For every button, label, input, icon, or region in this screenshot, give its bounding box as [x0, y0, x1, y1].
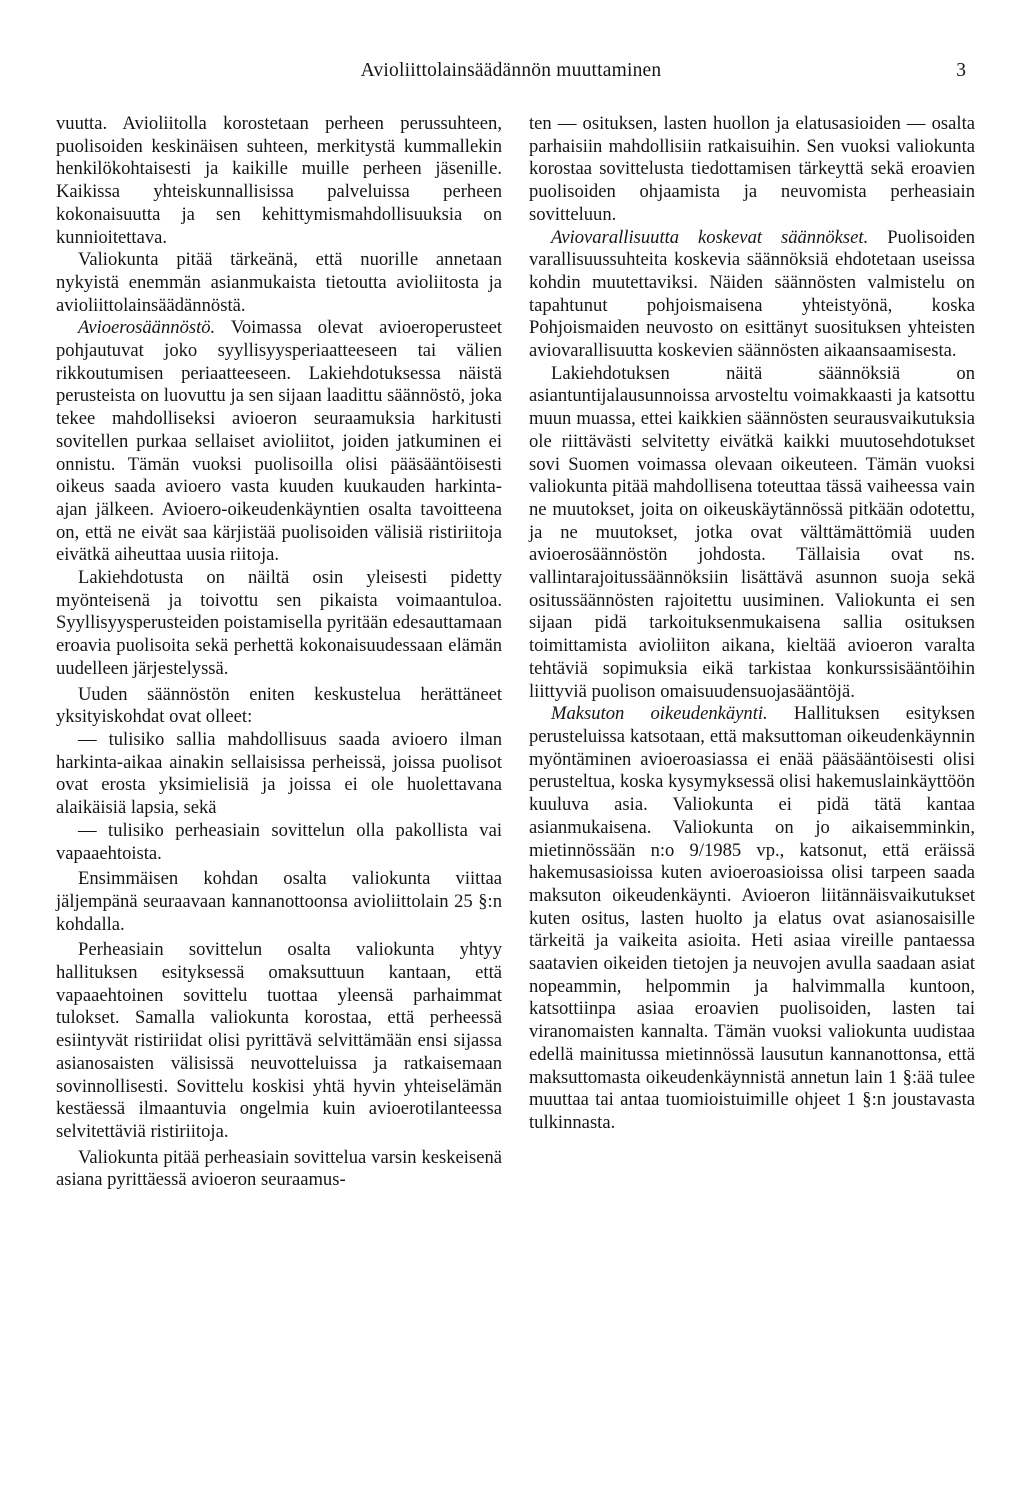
paragraph: Ensimmäisen kohdan osalta valiokunta viittaa jäljempänä seuraavaan kannanottoonsa avioliittolain 25 §:n kohdalla. — [56, 868, 502, 935]
paragraph: Lakiehdotuksen näitä säännöksiä on asiantuntijalausunnoissa arvosteltu voimakkaasti ja katsottu muun muassa, ettei kaikkien säännösten seurausvaikutuksia ole riittävästi selvitetty eivätkä kaikki muutosehdotukset sovi Suomen voimassa olevaan oikeuteen. Tämän vuoksi valiokunta pitää mahdollisena toteuttaa tässä vaiheessa vain ne muutokset, joita on oikeuskäytännössä pitkään odotettu, ja ne muutokset, jotka ovat välttämättömiä uuden avioerosäännöstön johdosta. Tällaisia ovat ns. vallintarajoitussäännöksiin lisättävä asunnon suoja sekä ositussäännösten rajoitettu uusiminen. Valiokunta ei sen sijaan pidä tarkoituksenmukaisena sallia osituksen toimittamista avioliiton aikana, kieltää avioeron varalta tehtäviä sopimuksia eikä tarkistaa konkurssisääntöihin liittyviä puolison omaisuudensuojasääntöjä. — [529, 362, 975, 702]
paragraph: ten — osituksen, lasten huollon ja elatusasioiden — osalta parhaisiin mahdollisiin ratkaisuihin. Sen vuoksi valiokunta korostaa sovittelusta tiedottamisen tärkeyttä sekä eroavien puolisoiden ohjaamista ja neuvomista perheasiain sovitteluun. — [529, 113, 975, 225]
running-title: Avioliittolainsäädännön muuttaminen — [360, 60, 662, 81]
paragraph-body: Hallituksen esityksen perusteluissa katsotaan, että maksuttoman oikeudenkäynnin myöntäminen avioeroasiassa ei enää pääsääntöisesti olisi perusteltua, koska kysymyksessä olisi hakemuslainkäyttöön kuuluva asia. Valiokunta ei pidä tätä kantaa asianmukaisena. Valiokunta on jo aikaisemminkin, mietinnössään n:o 9/1985 vp., katsonut, että eräissä hakemusasioissa kuten avioeroasioissa olisi tarpeen saada maksuton oikeudenkäynti. Avioeron liitännäisvaikutukset kuten ositus, lasten huolto ja elatus ovat asianosaisille tärkeitä ja vaikeita asioita. Heti asiaa vireille pantaessa saatavien oikeiden tietojen ja neuvojen avulla saadaan asiat nopeammin, helpommin ja halvimmalla kuntoon, katsottiinpa asiaa eroavien puolisoiden, lasten tai viranomaisten kannalta. Tämän vuoksi valiokunta uudistaa edellä mainitussa mietinnössä lausutun kannanottonsa, että maksuttomasta oikeudenkäynnistä annetun lain 1 §:ää tulee muuttaa tai antaa tuomioistuimille ohjeet 1 §:n joustavasta tulkinnasta. — [529, 703, 975, 1133]
left-column — [56, 113, 502, 1192]
paragraph: vuutta. Avioliitolla korostetaan perheen perussuhteen, puolisoiden keskinäisen suhteen, merkitystä kummallekin henkilökohtaisesti ja kaikille muille perheen jäsenille. Kaikissa yhteiskunnallisissa palveluissa perheen kokonaisuutta ja sen kehittymismahdollisuuksia on kunnioitettava. — [56, 113, 502, 248]
section-heading: Avioerosäännöstö. — [78, 317, 216, 339]
paragraph: Uuden säännöstön eniten keskustelua herättäneet yksityiskohdat ovat olleet: — [56, 683, 502, 728]
paragraph: Lakiehdotusta on näiltä osin yleisesti pidetty myönteisenä ja toivottu sen pikaista voimaantuloa. Syyllisyysperusteiden poistamisella pyritään edesauttamaan eroavia puolisoita sekä perhettä kokonaisuudessaan elämän uudelleen järjestelyssä. — [56, 567, 502, 679]
paragraph — [529, 227, 975, 363]
section-heading: Maksuton oikeudenkäynti. — [551, 703, 768, 725]
paragraph — [529, 703, 975, 1134]
list-item: — tulisiko sallia mahdollisuus saada avioero ilman harkinta-aikaa ainakin sellaisissa perheissä, joissa puolisot ovat erosta yksimielisiä ja joissa ei ole huolettavana alaikäisiä lapsia, sekä — [56, 728, 502, 819]
page-number: 3 — [956, 60, 966, 81]
right-column — [529, 113, 975, 1135]
section-heading: Aviovarallisuutta koskevat säännökset. — [551, 226, 869, 248]
paragraph: Valiokunta pitää perheasiain sovittelua varsin keskeisenä asiana pyrittäessä avioeron seuraamus- — [56, 1146, 502, 1191]
paragraph: Perheasiain sovittelun osalta valiokunta yhtyy hallituksen esityksessä omaksuttuun kantaan, että vapaaehtoinen sovittelu tuottaa yleensä parhaimmat tulokset. Samalla valiokunta korostaa, että perheessä esiintyvät ristiriidat olisi pyrittävä selvittämään ensi sijassa asianosaisten välisissä neuvotteluissa ja ratkaisemaan sovinnollisesti. Sovittelu koskisi yhtä hyvin yhteiselämän kestäessä ilmaantuvia ongelmia kuin avioerotilanteessa selvitettäviä ristiriitoja. — [56, 939, 502, 1142]
paragraph: Valiokunta pitää tärkeänä, että nuorille annetaan nykyistä enemmän asianmukaista tietoutta avioliitosta ja avioliittolainsäädännöstä. — [56, 249, 502, 316]
list-item: — tulisiko perheasiain sovittelun olla pakollista vai vapaaehtoista. — [56, 819, 502, 864]
paragraph-body: Puolisoiden varallisuussuhteita koskevia säännöksiä ehdotetaan useissa kohdin muutettaviksi. Näiden säännösten valmistelu on tapahtunut pohjoismaisena yhteistyönä, koska Pohjoismaiden neuvosto on esittänyt suosituksen yhteisten aviovarallisuutta koskevien säännösten aikaansaamisesta. — [529, 226, 975, 362]
paragraph — [56, 317, 502, 567]
page-header — [56, 60, 966, 92]
paragraph-body: Voimassa olevat avioeroperusteet pohjautuvat joko syyllisyysperiaatteeseen tai välien rikkoutumisen periaatteeseen. Lakiehdotuksessa näistä perusteista on luovuttu ja sen sijaan laadittu säännöstö, joka tekee mahdolliseksi avioeron seuraamuksia harkitusti sovitellen purkaa sellaiset avioliitot, joiden jatkuminen ei onnistu. Tämän vuoksi puolisoilla olisi pääsääntöisesti oikeus saada avioero vasta kuuden kuukauden harkinta-ajan jälkeen. Avioero-oikeudenkäyntien osalta tavoitteena on, että ne eivät saa kärjistää puolisoiden välisiä ristiriitoja eivätkä aiheuttaa uusia riitoja. — [56, 317, 502, 566]
